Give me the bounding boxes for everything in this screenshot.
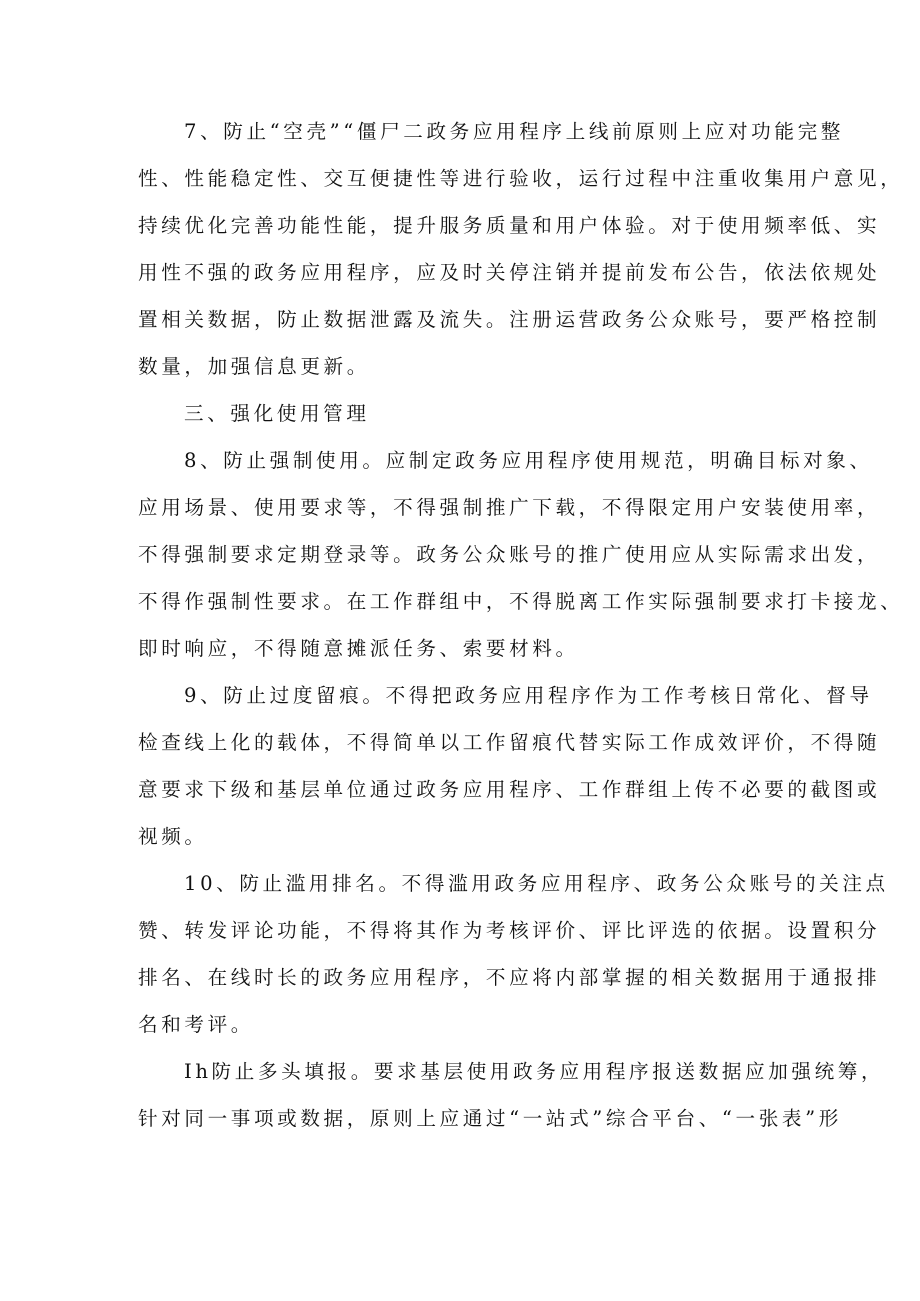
paragraph-8-line-4: 不得作强制性要求。在工作群组中，不得脱离工作实际强制要求打卡接龙、 <box>138 590 904 613</box>
paragraph-11-line-2: 针对同一事项或数据，原则上应通过“一站式”综合平台、“一张表”形 <box>138 1107 842 1130</box>
paragraph-9-line-3: 意要求下级和基层单位通过政务应用程序、工作群组上传不必要的截图或 <box>138 778 881 801</box>
paragraph-8-line-1: 8、防止强制使用。应制定政务应用程序使用规范，明确目标对象、 <box>184 449 873 472</box>
paragraph-9-line-4: 视频。 <box>138 825 208 848</box>
paragraph-7-line-1: 7、防止“空壳”“僵尸二政务应用程序上线前原则上应对功能完整 <box>184 120 844 143</box>
paragraph-7-line-5: 置相关数据，防止数据泄露及流失。注册运营政务公众账号，要严格控制 <box>138 308 881 331</box>
paragraph-8-line-5: 即时响应，不得随意摊派任务、索要材料。 <box>138 637 579 660</box>
paragraph-11-line-1: Ih防止多头填报。要求基层使用政务应用程序报送数据应加强统筹， <box>184 1060 885 1083</box>
section-heading: 三、强化使用管理 <box>184 402 370 425</box>
paragraph-10-line-2: 赞、转发评论功能，不得将其作为考核评价、评比评选的依据。设置积分 <box>138 919 881 942</box>
paragraph-7-line-4: 用性不强的政务应用程序，应及时关停注销并提前发布公告，依法依规处 <box>138 261 881 284</box>
paragraph-8-line-2: 应用场景、使用要求等，不得强制推广下载，不得限定用户安装使用率， <box>138 496 881 519</box>
paragraph-10-line-1: 10、防止滥用排名。不得滥用政务应用程序、政务公众账号的关注点 <box>184 872 889 895</box>
paragraph-9-line-2: 检查线上化的载体，不得简单以工作留痕代替实际工作成效评价，不得随 <box>138 731 881 754</box>
paragraph-8-line-3: 不得强制要求定期登录等。政务公众账号的推广使用应从实际需求出发， <box>138 543 881 566</box>
paragraph-7-line-2: 性、性能稳定性、交互便捷性等进行验收，运行过程中注重收集用户意见， <box>138 167 904 190</box>
paragraph-7-line-3: 持续优化完善功能性能，提升服务质量和用户体验。对于使用频率低、实 <box>138 214 881 237</box>
paragraph-10-line-3: 排名、在线时长的政务应用程序，不应将内部掌握的相关数据用于通报排 <box>138 966 881 989</box>
paragraph-7-line-6: 数量，加强信息更新。 <box>138 355 370 378</box>
paragraph-9-line-1: 9、防止过度留痕。不得把政务应用程序作为工作考核日常化、督导 <box>184 684 873 707</box>
paragraph-10-line-4: 名和考评。 <box>138 1013 254 1036</box>
